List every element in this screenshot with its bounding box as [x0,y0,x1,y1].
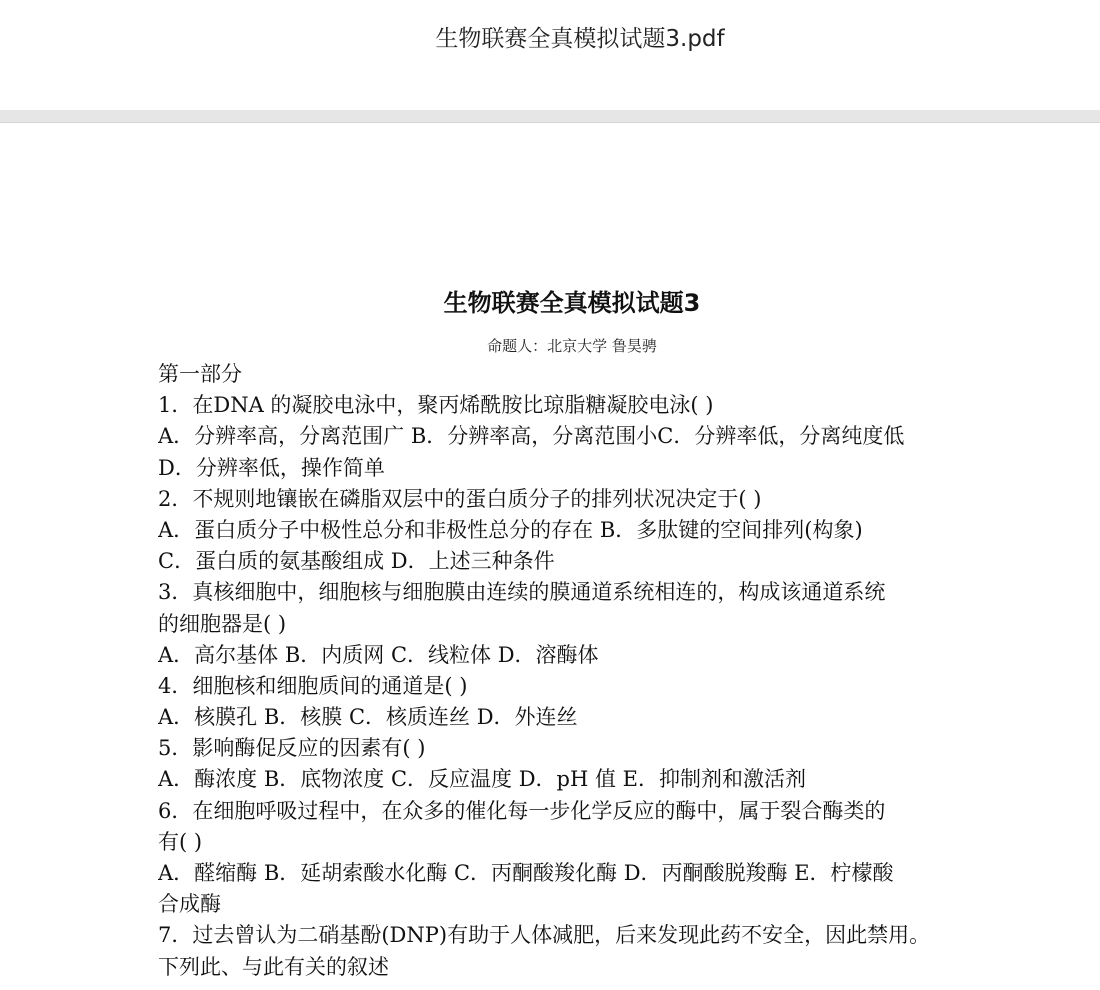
text-line: 3．真核细胞中，细胞核与细胞膜由连续的膜通道系统相连的，构成该通道系统 [158,580,886,605]
text-line: 的细胞器是( ) [158,611,287,636]
text-line: 第一部分 [158,362,242,386]
file-title: 生物联赛全真模拟试题3.pdf [435,26,725,52]
text-line: 下列此、与此有关的叙述 [158,954,389,979]
text-line: C．蛋白质的氨基酸组成 D．上述三种条件 [158,549,555,574]
pdf-page [0,123,1100,990]
text-line: 合成酶 [158,892,221,917]
text-line: A．分辨率高，分离范围广 B．分辨率高，分离范围小C．分辨率低，分离纯度低 [158,424,905,449]
document-author: 命题人：北京大学 鲁昊骋 [487,337,657,355]
text-line: A．酶浓度 B．底物浓度 C．反应温度 D．pH 值 E．抑制剂和激活剂 [158,767,806,792]
text-line: A．蛋白质分子中极性总分和非极性总分的存在 B．多肽键的空间排列(构象) [158,517,863,542]
text-line: 有( ) [158,829,203,854]
text-line: D．分辨率低，操作简单 [158,455,385,480]
text-line: 2．不规则地镶嵌在磷脂双层中的蛋白质分子的排列状况决定于( ) [158,486,762,511]
text-line: A．醛缩酶 B．延胡索酸水化酶 C．丙酮酸羧化酶 D．丙酮酸脱羧酶 E．柠檬酸 [158,861,894,885]
viewer-header [0,0,1100,110]
document-body [158,359,990,983]
text-line: 5．影响酶促反应的因素有( ) [158,736,426,761]
document-title: 生物联赛全真模拟试题3 [443,289,701,317]
text-line: 6．在细胞呼吸过程中，在众多的催化每一步化学反应的酶中，属于裂合酶类的 [158,798,886,823]
text-line: 1．在DNA 的凝胶电泳中，聚丙烯酰胺比琼脂糖凝胶电泳( ) [158,393,714,418]
text-line: A．核膜孔 B．核膜 C．核质连丝 D．外连丝 [158,705,578,730]
text-line: 4．细胞核和细胞质间的通道是( ) [158,673,468,698]
text-line: 7．过去曾认为二硝基酚(DNP)有助于人体减肥，后来发现此药不安全，因此禁用。 [158,923,931,948]
text-line: A．高尔基体 B．内质网 C．线粒体 D．溶酶体 [158,642,599,667]
page-separator [0,110,1100,123]
